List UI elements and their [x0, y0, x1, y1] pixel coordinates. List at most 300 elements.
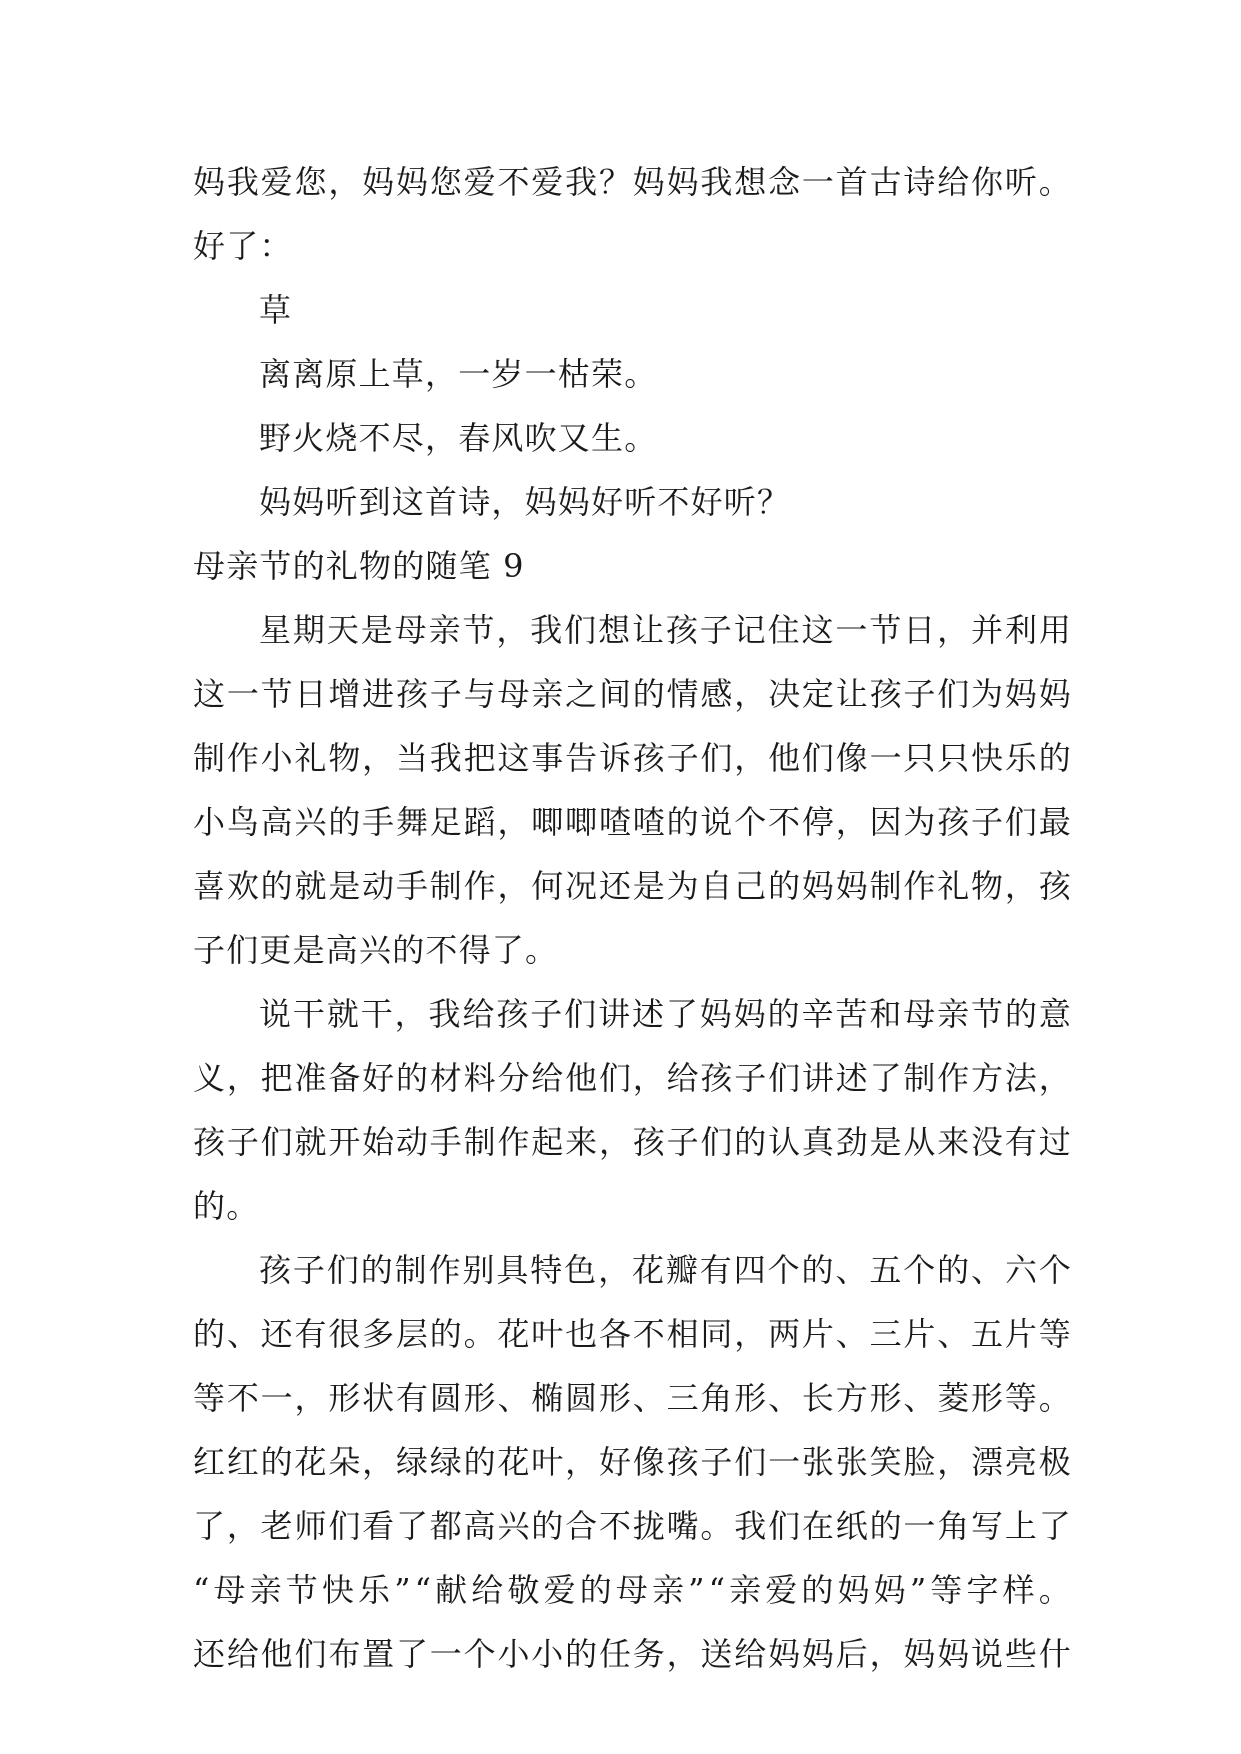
- glyph: 还: [260, 1315, 293, 1353]
- glyph: 始: [362, 1123, 395, 1161]
- glyph: 让: [835, 675, 868, 713]
- glyph: 置: [362, 1635, 395, 1673]
- glyph: 乐: [1004, 739, 1037, 777]
- glyph: ，: [937, 1443, 970, 1481]
- glyph: 母: [394, 611, 427, 649]
- glyph: 给: [462, 995, 495, 1033]
- glyph: 子: [971, 803, 1004, 841]
- glyph: ，: [1004, 867, 1037, 905]
- glyph: 的: [768, 867, 801, 905]
- glyph: 的: [360, 1251, 393, 1289]
- glyph: 只: [903, 739, 936, 777]
- glyph: ，: [835, 803, 868, 841]
- glyph: 母: [497, 675, 530, 713]
- glyph: 三: [666, 1379, 699, 1417]
- glyph: 爱: [543, 1571, 576, 1609]
- glyph: 子: [700, 1443, 733, 1481]
- glyph: 说: [700, 803, 733, 841]
- glyph: 等: [1038, 1315, 1071, 1353]
- glyph: 合: [565, 1507, 598, 1545]
- glyph: 辛: [801, 995, 834, 1033]
- glyph: 是: [632, 867, 665, 905]
- glyph: 日: [903, 611, 936, 649]
- glyph: “: [193, 1571, 210, 1609]
- glyph: 妈: [395, 163, 428, 201]
- glyph: 欢: [226, 867, 259, 905]
- glyph: 节: [869, 611, 902, 649]
- text-line: [193, 982, 1071, 1046]
- glyph: 我: [700, 163, 733, 201]
- glyph: 有: [1004, 1123, 1037, 1161]
- glyph: 一: [835, 611, 868, 649]
- glyph: 妈: [801, 867, 834, 905]
- glyph: ，: [496, 611, 529, 649]
- glyph: 的: [632, 675, 665, 713]
- glyph: ，: [497, 867, 530, 905]
- glyph: 什: [1038, 1635, 1071, 1673]
- glyph: 还: [193, 1635, 226, 1673]
- text-line: [193, 1046, 1071, 1110]
- glyph: 也: [565, 1315, 598, 1353]
- glyph: 等: [1004, 1379, 1037, 1417]
- glyph: 的: [767, 995, 800, 1033]
- glyph: 一: [903, 1507, 936, 1545]
- glyph: 孩: [632, 1123, 665, 1161]
- glyph: 的: [395, 1059, 428, 1097]
- glyph: 方: [835, 1379, 868, 1417]
- glyph: 子: [429, 675, 462, 713]
- glyph: 方: [971, 1059, 1004, 1097]
- glyph: 后: [835, 1635, 868, 1673]
- glyph: 意: [1038, 995, 1071, 1033]
- glyph: 个: [903, 1251, 936, 1289]
- glyph: 。: [700, 1507, 733, 1545]
- glyph: 子: [666, 1123, 699, 1161]
- glyph: 间: [598, 675, 631, 713]
- glyph: 一: [260, 1379, 293, 1417]
- glyph: ，: [226, 1059, 259, 1097]
- glyph: 状: [362, 1379, 395, 1417]
- glyph: 们: [768, 1507, 801, 1545]
- glyph: 张: [801, 1443, 834, 1481]
- text-line: [193, 1558, 1071, 1622]
- glyph: 们: [768, 1059, 801, 1097]
- glyph: 孩: [496, 995, 529, 1033]
- glyph: 、: [768, 1379, 801, 1417]
- glyph: 制: [463, 1123, 496, 1161]
- glyph: 长: [801, 1379, 834, 1417]
- glyph: 亲: [937, 995, 970, 1033]
- glyph: 嘴: [666, 1507, 699, 1545]
- glyph: 准: [294, 1059, 327, 1097]
- glyph: 法: [1004, 1059, 1037, 1097]
- glyph: 节: [285, 1571, 318, 1609]
- glyph: 听: [1004, 163, 1037, 201]
- glyph: 我: [530, 611, 563, 649]
- glyph: 自: [700, 867, 733, 905]
- glyph: 高: [463, 1507, 496, 1545]
- glyph: 爱: [531, 163, 564, 201]
- glyph: 想: [598, 611, 631, 649]
- glyph: 花: [294, 1443, 327, 1481]
- glyph: 作: [497, 1123, 530, 1161]
- glyph: 菱: [937, 1379, 970, 1417]
- glyph: 兴: [497, 1507, 530, 1545]
- glyph: 喳: [632, 803, 665, 841]
- glyph: ？: [598, 163, 631, 201]
- glyph: 感: [700, 675, 733, 713]
- glyph: 上: [1004, 1507, 1037, 1545]
- glyph: 手: [395, 867, 428, 905]
- glyph: 了: [395, 1635, 428, 1673]
- glyph: 。: [1038, 1571, 1071, 1609]
- glyph: 布: [328, 1635, 361, 1673]
- glyph: 妈: [1038, 675, 1071, 713]
- glyph: 制: [869, 867, 902, 905]
- glyph: 的: [937, 1251, 970, 1289]
- glyph: 的: [666, 803, 699, 841]
- glyph: 好: [362, 1059, 395, 1097]
- glyph: 妈: [903, 1635, 936, 1673]
- glyph: “: [708, 1571, 725, 1609]
- glyph: 特: [530, 1251, 563, 1289]
- glyph: 干: [292, 995, 325, 1033]
- glyph: 述: [631, 995, 664, 1033]
- glyph: 小: [193, 803, 226, 841]
- glyph: 写: [971, 1507, 1004, 1545]
- glyph: 叶: [531, 1315, 564, 1353]
- glyph: 个: [1038, 1251, 1071, 1289]
- glyph: 们: [801, 739, 834, 777]
- glyph: 这: [497, 739, 530, 777]
- glyph: 、: [497, 1379, 530, 1417]
- glyph: 们: [598, 1059, 631, 1097]
- glyph: ，: [362, 739, 395, 777]
- glyph: 讲: [598, 995, 631, 1033]
- glyph: 我: [429, 739, 462, 777]
- glyph: 孩: [632, 739, 665, 777]
- glyph: 是: [360, 611, 393, 649]
- glyph: 绿: [429, 1443, 462, 1481]
- glyph: 了: [1038, 1507, 1071, 1545]
- glyph: 手: [362, 803, 395, 841]
- glyph: 苦: [835, 995, 868, 1033]
- document-page: [193, 150, 1071, 1686]
- glyph: 妈: [632, 163, 665, 201]
- glyph: 亲: [652, 1571, 685, 1609]
- text-line: [193, 1430, 1071, 1494]
- text-line: [193, 1238, 1071, 1302]
- text-line: [193, 1302, 1071, 1366]
- glyph: 制: [394, 1251, 427, 1289]
- glyph: 告: [565, 739, 598, 777]
- glyph: 乐: [358, 1571, 391, 1609]
- glyph: 子: [530, 995, 563, 1033]
- text-line: [193, 662, 1071, 726]
- glyph: ，: [734, 1315, 767, 1353]
- glyph: 母: [615, 1571, 648, 1609]
- glyph: 们: [1004, 803, 1037, 841]
- glyph: 看: [362, 1507, 395, 1545]
- glyph: 首: [835, 163, 868, 201]
- glyph: 节: [462, 611, 495, 649]
- glyph: 绿: [395, 1443, 428, 1481]
- glyph: 们: [937, 675, 970, 713]
- glyph: 起: [531, 1123, 564, 1161]
- glyph: 爱: [260, 163, 293, 201]
- glyph: 漂: [971, 1443, 1004, 1481]
- glyph: 劲: [835, 1123, 868, 1161]
- glyph: 讲: [801, 1059, 834, 1097]
- glyph: 来: [937, 1123, 970, 1161]
- glyph: 形: [734, 1379, 767, 1417]
- glyph: 形: [869, 1379, 902, 1417]
- glyph: 妈: [666, 163, 699, 201]
- glyph: 有: [699, 1251, 732, 1289]
- glyph: 形: [971, 1379, 1004, 1417]
- glyph: 片: [903, 1315, 936, 1353]
- glyph: 们: [700, 1123, 733, 1161]
- glyph: 备: [328, 1059, 361, 1097]
- glyph: 的: [463, 1443, 496, 1481]
- glyph: 、: [835, 1251, 868, 1289]
- glyph: 孩: [937, 803, 970, 841]
- glyph: 情: [666, 675, 699, 713]
- glyph: 样: [1002, 1571, 1035, 1609]
- glyph: 真: [801, 1123, 834, 1161]
- glyph: 母: [903, 995, 936, 1033]
- glyph: 我: [226, 163, 259, 201]
- glyph: 、: [937, 1315, 970, 1353]
- glyph: 都: [429, 1507, 462, 1545]
- glyph: 脸: [903, 1443, 936, 1481]
- glyph: 小: [531, 1635, 564, 1673]
- glyph: 古: [869, 163, 902, 201]
- glyph: 孩: [665, 611, 698, 649]
- glyph: 一: [768, 1443, 801, 1481]
- glyph: 有: [294, 1315, 327, 1353]
- glyph: 孩: [666, 1443, 699, 1481]
- glyph: 日: [294, 675, 327, 713]
- glyph: 妈: [362, 163, 395, 201]
- glyph: 停: [801, 803, 834, 841]
- glyph: 是: [869, 1123, 902, 1161]
- glyph: ，: [937, 611, 970, 649]
- glyph: 妈: [193, 163, 226, 201]
- glyph: 不: [632, 1315, 665, 1353]
- glyph: 作: [937, 1059, 970, 1097]
- glyph: 物: [328, 739, 361, 777]
- glyph: 了: [869, 1059, 902, 1097]
- glyph: 红: [193, 1443, 226, 1481]
- glyph: 纸: [835, 1507, 868, 1545]
- glyph: 作: [903, 867, 936, 905]
- glyph: 笑: [869, 1443, 902, 1481]
- glyph: ”: [394, 1571, 411, 1609]
- glyph: 鸟: [226, 803, 259, 841]
- glyph: ，: [632, 1059, 665, 1097]
- glyph: 多: [362, 1315, 395, 1353]
- glyph: 不: [226, 1379, 259, 1417]
- glyph: 母: [213, 1571, 246, 1609]
- glyph: 亮: [1004, 1443, 1037, 1481]
- glyph: 的: [328, 803, 361, 841]
- glyph: 孩: [700, 1059, 733, 1097]
- glyph: 两: [768, 1315, 801, 1353]
- glyph: 还: [598, 867, 631, 905]
- glyph: 妈: [873, 1571, 906, 1609]
- glyph: 就: [326, 995, 359, 1033]
- glyph: 用: [1038, 611, 1071, 649]
- glyph: ，: [394, 995, 427, 1033]
- text-line: [193, 854, 1071, 918]
- glyph: 送: [700, 1635, 733, 1673]
- glyph: 子: [226, 1123, 259, 1161]
- glyph: 当: [395, 739, 428, 777]
- glyph: 没: [971, 1123, 1004, 1161]
- glyph: 给: [226, 1635, 259, 1673]
- glyph: 天: [326, 611, 359, 649]
- glyph: 一: [226, 675, 259, 713]
- glyph: 形: [328, 1379, 361, 1417]
- glyph: 为: [971, 675, 1004, 713]
- glyph: 唧: [531, 803, 564, 841]
- glyph: 妈: [835, 867, 868, 905]
- glyph: 们: [294, 1635, 327, 1673]
- glyph: 作: [226, 739, 259, 777]
- glyph: 片: [1004, 1315, 1037, 1353]
- glyph: 他: [768, 739, 801, 777]
- glyph: 快: [971, 739, 1004, 777]
- glyph: 一: [869, 739, 902, 777]
- glyph: 。: [463, 1315, 496, 1353]
- glyph: 子: [292, 1251, 325, 1289]
- glyph: “: [414, 1571, 432, 1609]
- glyph: 些: [1004, 1635, 1037, 1673]
- glyph: 爱: [463, 163, 496, 201]
- glyph: 亲: [428, 611, 461, 649]
- glyph: 礼: [937, 867, 970, 905]
- glyph: 。: [1038, 163, 1071, 201]
- glyph: 给: [471, 1571, 504, 1609]
- glyph: 我: [565, 163, 598, 201]
- glyph: 材: [429, 1059, 462, 1097]
- glyph: 作: [428, 1251, 461, 1289]
- glyph: 制: [193, 739, 226, 777]
- text-line: [193, 150, 1071, 214]
- glyph: 子: [699, 611, 732, 649]
- glyph: 们: [260, 1123, 293, 1161]
- glyph: 不: [598, 1507, 631, 1545]
- glyph: 的: [869, 1507, 902, 1545]
- glyph: 红: [226, 1443, 259, 1481]
- glyph: 四: [733, 1251, 766, 1289]
- glyph: 为: [666, 867, 699, 905]
- glyph: 给: [666, 1059, 699, 1097]
- glyph: 的: [429, 1315, 462, 1353]
- glyph: 诗: [903, 163, 936, 201]
- glyph: 开: [328, 1123, 361, 1161]
- glyph: ，: [734, 739, 767, 777]
- glyph: 并: [971, 611, 1004, 649]
- glyph: ”: [688, 1571, 705, 1609]
- glyph: 增: [328, 675, 361, 713]
- glyph: 的: [193, 1315, 226, 1353]
- glyph: 他: [260, 1635, 293, 1673]
- glyph: 期: [292, 611, 325, 649]
- glyph: ，: [666, 1635, 699, 1673]
- glyph: 不: [497, 163, 530, 201]
- glyph: 六: [1004, 1251, 1037, 1289]
- text-line: 妈妈听到这首诗，妈妈好听不好听？: [259, 483, 791, 521]
- glyph: 是: [328, 867, 361, 905]
- glyph: 有: [395, 1379, 428, 1417]
- glyph: 的: [734, 1123, 767, 1161]
- glyph: 利: [1004, 611, 1037, 649]
- glyph: 很: [328, 1315, 361, 1353]
- glyph: 说: [259, 995, 292, 1033]
- glyph: ，: [598, 1123, 631, 1161]
- glyph: 蹈: [463, 803, 496, 841]
- glyph: 从: [903, 1123, 936, 1161]
- poem-line: 离离原上草，一岁一枯荣。: [259, 355, 658, 393]
- glyph: 就: [294, 1123, 327, 1161]
- glyph: 说: [971, 1635, 1004, 1673]
- glyph: 义: [193, 1059, 226, 1097]
- glyph: 我: [734, 1507, 767, 1545]
- glyph: 认: [768, 1123, 801, 1161]
- glyph: 过: [1038, 1123, 1071, 1161]
- section-heading: 母亲节的礼物的随笔 9: [193, 547, 525, 585]
- glyph: 了: [193, 1507, 226, 1545]
- glyph: 亲: [249, 1571, 282, 1609]
- glyph: 一: [801, 163, 834, 201]
- glyph: 爱: [765, 1571, 798, 1609]
- glyph: 足: [429, 803, 462, 841]
- glyph: 在: [801, 1507, 834, 1545]
- text-line: [193, 1622, 1071, 1686]
- glyph: 孩: [193, 1123, 226, 1161]
- glyph: 像: [835, 739, 868, 777]
- glyph: 献: [435, 1571, 468, 1609]
- text-line: 的。: [193, 1187, 260, 1225]
- glyph: 给: [531, 1059, 564, 1097]
- glyph: 来: [565, 1123, 598, 1161]
- glyph: 花: [631, 1251, 664, 1289]
- glyph: 妈: [1004, 675, 1037, 713]
- glyph: 记: [733, 611, 766, 649]
- glyph: 就: [294, 867, 327, 905]
- glyph: ，: [328, 163, 361, 201]
- glyph: ，: [734, 675, 767, 713]
- glyph: 让: [631, 611, 664, 649]
- text-line: [193, 1366, 1071, 1430]
- glyph: 给: [734, 1635, 767, 1673]
- glyph: 他: [565, 1059, 598, 1097]
- glyph: 子: [734, 1059, 767, 1097]
- glyph: 层: [395, 1315, 428, 1353]
- glyph: 况: [565, 867, 598, 905]
- glyph: 、: [971, 1251, 1004, 1289]
- glyph: 花: [497, 1315, 530, 1353]
- glyph: 拢: [632, 1507, 665, 1545]
- glyph: 子: [666, 739, 699, 777]
- glyph: 敬: [507, 1571, 540, 1609]
- glyph: ，: [294, 1379, 327, 1417]
- glyph: 们: [700, 739, 733, 777]
- glyph: 最: [1038, 803, 1071, 841]
- glyph: 孩: [1038, 867, 1071, 905]
